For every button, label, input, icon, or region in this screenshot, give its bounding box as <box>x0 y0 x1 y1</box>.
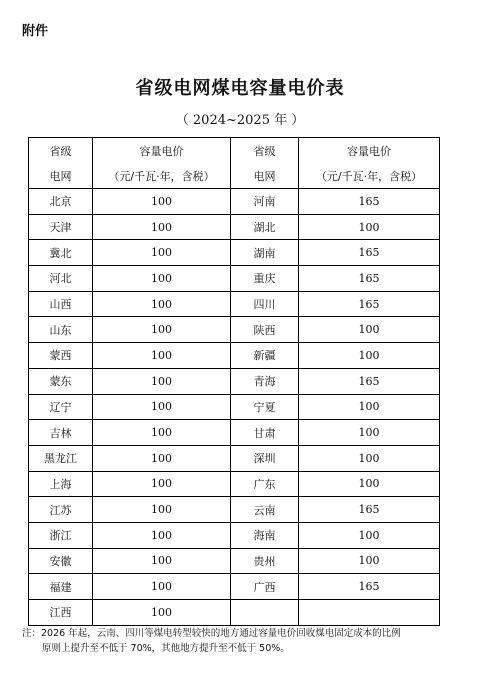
price-cell: 100 <box>299 548 440 574</box>
price-cell: 100 <box>299 394 440 420</box>
grid-name-cell: 陕西 <box>231 317 299 343</box>
price-cell: 165 <box>299 266 440 292</box>
price-cell: 100 <box>93 471 231 497</box>
grid-name-cell: 江苏 <box>29 497 93 523</box>
table-row <box>29 189 440 215</box>
table-header-row <box>29 163 440 189</box>
grid-name-cell: 云南 <box>231 497 299 523</box>
grid-name-cell: 蒙东 <box>29 368 93 394</box>
grid-name-cell: 浙江 <box>29 522 93 548</box>
table-header-row <box>29 138 440 164</box>
price-cell: 100 <box>93 214 231 240</box>
price-cell: 100 <box>299 214 440 240</box>
price-cell: 100 <box>93 600 231 626</box>
grid-name-cell: 北京 <box>29 189 93 215</box>
table-row <box>29 574 440 600</box>
table-row <box>29 291 440 317</box>
footnote-line-2: 原则上提升至不低于 70%，其他地方提升至不低于 50%。 <box>42 643 290 654</box>
table-row <box>29 522 440 548</box>
price-cell: 100 <box>299 343 440 369</box>
price-cell: 100 <box>93 497 231 523</box>
price-cell: 100 <box>299 420 440 446</box>
price-cell: 165 <box>299 189 440 215</box>
grid-name-cell: 广东 <box>231 471 299 497</box>
grid-name-cell: 广西 <box>231 574 299 600</box>
grid-name-cell: 山东 <box>29 317 93 343</box>
attachment-label: 附件 <box>22 24 49 39</box>
price-cell: 100 <box>299 317 440 343</box>
grid-name-cell: 海南 <box>231 522 299 548</box>
grid-name-cell: 安徽 <box>29 548 93 574</box>
price-cell: 100 <box>93 189 231 215</box>
table-row <box>29 497 440 523</box>
table-row <box>29 343 440 369</box>
table-row <box>29 240 440 266</box>
price-cell: 100 <box>93 420 231 446</box>
grid-name-cell: 上海 <box>29 471 93 497</box>
header-grid-right: 省级 <box>231 138 299 164</box>
price-cell: 165 <box>299 368 440 394</box>
price-cell: 100 <box>93 445 231 471</box>
grid-name-cell: 蒙西 <box>29 343 93 369</box>
grid-name-cell: 新疆 <box>231 343 299 369</box>
grid-name-cell: 河南 <box>231 189 299 215</box>
price-cell: 100 <box>93 522 231 548</box>
header-price-right-line2: （元/千瓦·年，含税） <box>299 163 440 189</box>
grid-name-cell: 黑龙江 <box>29 445 93 471</box>
table-row <box>29 368 440 394</box>
table-row <box>29 214 440 240</box>
table-row <box>29 420 440 446</box>
price-cell: 100 <box>299 522 440 548</box>
header-grid-right-line2: 电网 <box>231 163 299 189</box>
grid-name-cell: 深圳 <box>231 445 299 471</box>
document-subtitle: （ 2024~2025 年 ） <box>175 113 305 128</box>
grid-name-cell: 河北 <box>29 266 93 292</box>
price-cell: 100 <box>299 471 440 497</box>
table-row <box>29 317 440 343</box>
price-cell: 100 <box>93 343 231 369</box>
table-row <box>29 394 440 420</box>
table-row <box>29 266 440 292</box>
document-title: 省级电网煤电容量电价表 <box>135 78 345 99</box>
header-grid-left: 省级 <box>29 138 93 164</box>
grid-name-cell: 吉林 <box>29 420 93 446</box>
grid-name-cell: 福建 <box>29 574 93 600</box>
price-cell: 100 <box>93 317 231 343</box>
table-row <box>29 600 440 626</box>
grid-name-cell: 湖南 <box>231 240 299 266</box>
price-cell: 165 <box>299 497 440 523</box>
header-price-right: 容量电价 <box>299 138 440 164</box>
footnote-line-1: 注：2026 年起，云南、四川等煤电转型较快的地方通过容量电价回收煤电固定成本的比例 <box>22 628 401 639</box>
grid-name-cell: 山西 <box>29 291 93 317</box>
capacity-price-table <box>28 137 440 626</box>
price-cell: 165 <box>299 574 440 600</box>
price-cell: 100 <box>93 240 231 266</box>
grid-name-cell: 江西 <box>29 600 93 626</box>
table-row <box>29 445 440 471</box>
table-row <box>29 548 440 574</box>
grid-name-cell: 天津 <box>29 214 93 240</box>
grid-name-cell: 四川 <box>231 291 299 317</box>
grid-name-cell: 青海 <box>231 368 299 394</box>
grid-name-cell: 宁夏 <box>231 394 299 420</box>
grid-name-cell: 甘肃 <box>231 420 299 446</box>
grid-name-cell <box>231 600 299 626</box>
header-price-left: 容量电价 <box>93 138 231 164</box>
price-cell: 100 <box>299 445 440 471</box>
grid-name-cell: 辽宁 <box>29 394 93 420</box>
grid-name-cell: 重庆 <box>231 266 299 292</box>
grid-name-cell: 贵州 <box>231 548 299 574</box>
price-cell: 165 <box>299 240 440 266</box>
grid-name-cell: 冀北 <box>29 240 93 266</box>
price-cell: 100 <box>93 291 231 317</box>
price-cell: 100 <box>93 548 231 574</box>
price-cell: 100 <box>93 574 231 600</box>
table-row <box>29 471 440 497</box>
grid-name-cell: 湖北 <box>231 214 299 240</box>
price-cell <box>299 600 440 626</box>
price-cell: 100 <box>93 266 231 292</box>
price-cell: 100 <box>93 394 231 420</box>
header-price-left-line2: （元/千瓦·年，含税） <box>93 163 231 189</box>
price-cell: 100 <box>93 368 231 394</box>
footnote <box>22 626 462 656</box>
price-cell: 165 <box>299 291 440 317</box>
header-grid-left-line2: 电网 <box>29 163 93 189</box>
